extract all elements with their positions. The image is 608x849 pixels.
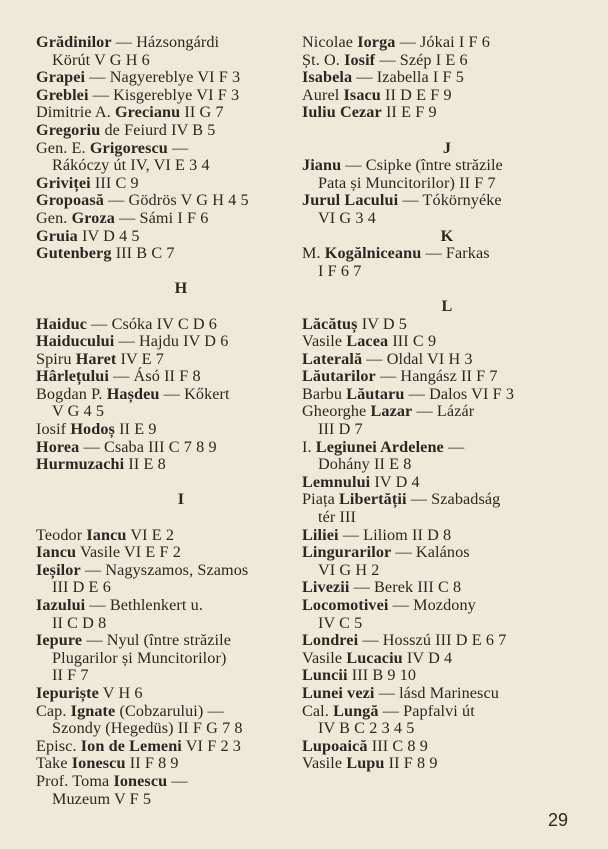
entry-text: Vasile: [302, 332, 347, 351]
spacer: [36, 509, 326, 527]
entry-text: — Liliom II D 8: [338, 525, 452, 544]
entry-text: IV D 4: [402, 648, 453, 667]
entry-continuation: [302, 456, 592, 474]
street-name: Lunei vezi: [302, 683, 375, 702]
street-entry: [36, 368, 326, 386]
entry-text: — Lázár: [412, 402, 475, 421]
entry-text: (Cobzarului) —: [115, 701, 224, 720]
street-entry: [302, 104, 592, 122]
street-entry: [36, 755, 326, 773]
street-entry: [302, 333, 592, 351]
street-entry: [302, 703, 592, 721]
entry-text: — Csóka IV C D 6: [86, 314, 217, 333]
entry-text: III C 9: [90, 173, 139, 192]
entry-continuation: [36, 791, 326, 809]
spacer: [302, 280, 592, 298]
street-entry: [36, 245, 326, 263]
street-entry: [36, 228, 326, 246]
street-entry: [302, 755, 592, 773]
entry-continuation: [36, 403, 326, 421]
street-entry: [302, 403, 592, 421]
entry-text: — Ásó II F 8: [108, 367, 201, 386]
entry-text: Vasile VI E F 2: [76, 543, 181, 562]
street-name: Jurul Lacului: [302, 191, 399, 210]
entry-text: III D 7: [318, 420, 363, 439]
entry-continuation: [302, 175, 592, 193]
street-entry: [302, 192, 592, 210]
page-number: 29: [548, 810, 569, 830]
spacer: [36, 298, 326, 316]
entry-text: II F 7: [52, 666, 89, 685]
entry-text: Șt. O.: [302, 50, 345, 69]
street-entry: [36, 87, 326, 105]
street-name: Iuliu Cezar: [302, 103, 382, 122]
left-column: [36, 34, 326, 808]
entry-text: II E F 9: [381, 103, 437, 122]
street-name: Liliei: [302, 525, 339, 544]
section-letter-heading: [302, 298, 592, 316]
street-name: Lăcătuș: [302, 314, 358, 333]
street-name: Lăutarilor: [302, 367, 376, 386]
street-entry: [36, 69, 326, 87]
entry-text: de Feiurd IV B 5: [100, 120, 216, 139]
entry-text: II F 8 9: [125, 754, 179, 773]
entry-continuation: [36, 650, 326, 668]
entry-text: — Nagyszamos, Szamos: [80, 560, 249, 579]
entry-text: tér III: [318, 508, 356, 527]
entry-text: H: [174, 279, 188, 298]
entry-continuation: [36, 667, 326, 685]
street-entry: [36, 351, 326, 369]
street-entry: [36, 527, 326, 545]
entry-continuation: [302, 562, 592, 580]
street-entry: [302, 597, 592, 615]
street-entry: [302, 667, 592, 685]
street-name: Lăutaru: [346, 384, 405, 403]
street-entry: [36, 192, 326, 210]
entry-text: — Hosszú III D E 6 7: [358, 631, 507, 650]
entry-text: III C 8 9: [367, 736, 428, 755]
street-entry: [302, 491, 592, 509]
street-name: Ionescu: [113, 771, 168, 790]
street-entry: [36, 597, 326, 615]
street-name: Gutenberg: [36, 244, 112, 263]
entry-text: — Nyul (între străzile: [82, 631, 232, 650]
street-entry: [36, 34, 326, 52]
entry-text: VI E 2: [126, 525, 175, 544]
street-name: Laterală: [302, 349, 363, 368]
entry-continuation: [302, 509, 592, 527]
entry-text: — Berek III C 8: [349, 578, 462, 597]
street-name: Hodoș: [70, 420, 115, 439]
street-name: Legiunei Ardelene: [315, 437, 444, 456]
street-name: Grecianu: [114, 103, 181, 122]
street-name: Hârlețului: [36, 367, 109, 386]
entry-continuation: [36, 615, 326, 633]
entry-text: — Szabadság: [406, 490, 501, 509]
entry-text: — Kalános: [391, 543, 470, 562]
entry-text: — Sámi I F 6: [114, 208, 209, 227]
entry-text: — Mozdony: [388, 596, 476, 614]
street-entry: [302, 351, 592, 369]
entry-text: II E 9: [114, 420, 157, 439]
entry-text: II G 7: [180, 103, 224, 122]
street-name: Gropoasă: [36, 191, 104, 210]
entry-text: I F 6 7: [318, 261, 362, 280]
entry-text: Körút V G H 6: [52, 50, 150, 69]
street-entry: [302, 316, 592, 334]
street-entry: [36, 632, 326, 650]
entry-text: IV D 4 5: [77, 226, 140, 245]
street-entry: [36, 175, 326, 193]
street-entry: [302, 368, 592, 386]
entry-text: Nicolae: [302, 33, 358, 51]
street-name: Isabela: [302, 68, 353, 87]
street-name: Haiduc: [36, 314, 87, 333]
entry-text: K: [440, 226, 454, 245]
street-name: Livezii: [302, 578, 350, 597]
entry-text: I.: [302, 437, 316, 456]
section-letter-heading: [36, 491, 326, 509]
entry-text: — Hajdu IV D 6: [114, 332, 229, 351]
entry-text: Szondy (Hegedüs) II F G 7 8: [52, 719, 243, 738]
entry-text: Piața: [302, 490, 340, 509]
entry-text: Vasile: [302, 754, 347, 773]
entry-text: III C 9: [388, 332, 437, 351]
entry-text: — Jókai I F 6: [395, 33, 490, 51]
street-entry: [36, 738, 326, 756]
street-entry: [302, 527, 592, 545]
entry-text: Spiru: [36, 349, 76, 368]
entry-text: Cap.: [36, 701, 71, 720]
entry-continuation: [36, 720, 326, 738]
entry-text: — Csipke (între străzile: [341, 156, 503, 175]
street-entry: [302, 685, 592, 703]
entry-text: — Kőkert: [159, 384, 230, 403]
entry-text: II C D 8: [52, 613, 107, 632]
street-entry: [36, 703, 326, 721]
street-entry: [302, 544, 592, 562]
street-entry: [302, 34, 592, 52]
entry-text: — Izabella I F 5: [352, 68, 464, 87]
street-name: Lazar: [370, 402, 413, 421]
street-entry: [36, 210, 326, 228]
right-column: [302, 34, 592, 773]
street-name: Ionescu: [71, 754, 126, 773]
entry-text: — Gödrös V G H 4 5: [103, 191, 249, 210]
entry-text: II D E F 9: [380, 85, 452, 104]
street-name: Lucaciu: [346, 648, 403, 667]
street-name: Gruia: [36, 226, 78, 245]
entry-text: — Házsongárdi: [111, 33, 220, 51]
entry-text: III B 9 10: [347, 666, 417, 685]
spacer: [302, 122, 592, 140]
street-entry: [302, 245, 592, 263]
street-entry: [36, 316, 326, 334]
entry-continuation: [36, 52, 326, 70]
street-name: Ion de Lemeni: [80, 736, 182, 755]
entry-continuation: [302, 210, 592, 228]
street-name: Ignate: [70, 701, 116, 720]
entry-text: — Dalos VI F 3: [404, 384, 515, 403]
entry-text: Prof. Toma: [36, 771, 114, 790]
entry-continuation: [36, 157, 326, 175]
entry-text: — Oldal VI H 3: [362, 349, 473, 368]
entry-text: — Papfalvi út: [378, 701, 475, 720]
entry-text: —: [167, 771, 188, 790]
street-name: Hașdeu: [106, 384, 160, 403]
entry-text: Rákóczy út IV, VI E 3 4: [52, 156, 210, 175]
entry-text: Take: [36, 754, 72, 773]
entry-text: Barbu: [302, 384, 347, 403]
entry-text: — Tókörnyéke: [398, 191, 502, 210]
street-name: Grapei: [36, 68, 86, 87]
street-entry: [302, 579, 592, 597]
street-entry: [36, 685, 326, 703]
spacer: [36, 474, 326, 492]
street-name: Iepure: [36, 631, 83, 650]
entry-text: Pata și Muncitorilor) II F 7: [318, 173, 496, 192]
street-entry: [36, 104, 326, 122]
entry-text: V H 6: [98, 683, 143, 702]
entry-text: IV D 4: [370, 472, 420, 491]
street-name: Iazului: [36, 596, 86, 614]
entry-text: Plugarilor și Muncitorilor): [52, 648, 227, 667]
street-name: Hurmuzachi: [36, 455, 125, 474]
street-entry: [302, 386, 592, 404]
entry-text: L: [441, 296, 453, 315]
street-name: Isacu: [343, 85, 381, 104]
entry-text: — Bethlenkert u.: [85, 596, 203, 614]
street-entry: [302, 52, 592, 70]
entry-continuation: [302, 720, 592, 738]
entry-text: M.: [302, 244, 325, 263]
entry-text: Dimitrie A.: [36, 103, 115, 122]
entry-text: I: [177, 490, 185, 509]
entry-text: V G 4 5: [52, 402, 105, 421]
entry-text: VI F 2 3: [181, 736, 241, 755]
street-name: Libertății: [339, 490, 407, 509]
entry-text: IV E 7: [116, 349, 165, 368]
section-letter-heading: [302, 228, 592, 246]
street-name: Gregoriu: [36, 120, 101, 139]
street-name: Greblei: [36, 85, 89, 104]
entry-text: Gheorghe: [302, 402, 371, 421]
entry-text: III D E 6: [52, 578, 111, 597]
section-letter-heading: [302, 140, 592, 158]
street-name: Haret: [75, 349, 117, 368]
street-entry: [36, 333, 326, 351]
street-entry: [36, 140, 326, 158]
street-entry: [36, 421, 326, 439]
entry-text: Bogdan P.: [36, 384, 107, 403]
entry-text: Cal.: [302, 701, 334, 720]
street-name: Locomotivei: [302, 596, 389, 614]
street-name: Griviței: [36, 173, 91, 192]
entry-continuation: [302, 421, 592, 439]
street-entry: [302, 474, 592, 492]
entry-text: VI G 3 4: [318, 208, 376, 227]
street-name: Grigorescu: [89, 138, 168, 157]
entry-continuation: [36, 579, 326, 597]
entry-text: Vasile: [302, 648, 347, 667]
entry-text: — Hangász II F 7: [375, 367, 498, 386]
street-entry: [36, 386, 326, 404]
entry-text: VI G H 2: [318, 560, 380, 579]
section-letter-heading: [36, 280, 326, 298]
entry-text: — Farkas: [421, 244, 490, 263]
street-name: Jianu: [302, 156, 342, 175]
street-name: Iancu: [36, 543, 77, 562]
entry-text: Muzeum V F 5: [52, 789, 152, 808]
street-entry: [302, 439, 592, 457]
entry-text: —: [443, 437, 465, 456]
street-entry: [36, 439, 326, 457]
street-name: Lacea: [346, 332, 389, 351]
entry-continuation: [302, 615, 592, 633]
street-name: Ieșilor: [36, 560, 81, 579]
street-entry: [302, 87, 592, 105]
entry-text: Dohány II E 8: [318, 455, 412, 474]
street-name: Groza: [71, 208, 115, 227]
entry-text: — Szép I E 6: [375, 50, 468, 69]
street-name: Lungă: [333, 701, 379, 720]
entry-text: III B C 7: [111, 244, 175, 263]
street-name: Lupu: [346, 754, 385, 773]
street-name: Grădinilor: [36, 33, 112, 51]
street-name: Haiducului: [36, 332, 115, 351]
street-entry: [302, 157, 592, 175]
street-name: Lingurarilor: [302, 543, 392, 562]
entry-text: IV D 5: [357, 314, 407, 333]
street-entry: [302, 632, 592, 650]
entry-text: II E 8: [124, 455, 166, 474]
street-name: Lemnului: [302, 472, 371, 491]
entry-continuation: [302, 263, 592, 281]
entry-text: —: [167, 138, 189, 157]
entry-text: Iosif: [36, 420, 71, 439]
street-name: Iepuriște: [36, 683, 99, 702]
street-name: Horea: [36, 437, 80, 456]
entry-text: — lásd Marinescu: [374, 683, 499, 702]
entry-text: II F 8 9: [384, 754, 438, 773]
entry-text: Gen. E.: [36, 138, 90, 157]
street-entry: [302, 738, 592, 756]
spacer: [36, 263, 326, 281]
street-name: Iancu: [86, 525, 127, 544]
entry-text: IV C 5: [318, 613, 363, 632]
street-entry: [36, 122, 326, 140]
street-entry: [36, 544, 326, 562]
entry-text: Gen.: [36, 208, 72, 227]
entry-text: Teodor: [36, 525, 87, 544]
street-entry: [302, 650, 592, 668]
entry-text: IV B C 2 3 4 5: [318, 719, 415, 738]
street-name: Londrei: [302, 631, 359, 650]
entry-text: — Kisgereblye VI F 3: [88, 85, 240, 104]
street-name: Lupoaică: [302, 736, 368, 755]
entry-text: J: [442, 138, 452, 157]
street-entry: [302, 69, 592, 87]
entry-text: — Csaba III C 7 8 9: [79, 437, 217, 456]
street-name: Luncii: [302, 666, 348, 685]
street-name: Iosif: [344, 50, 376, 69]
entry-text: Aurel: [302, 85, 344, 104]
street-entry: [36, 456, 326, 474]
street-entry: [36, 773, 326, 791]
street-name: Iorga: [357, 33, 396, 51]
street-name: Kogălniceanu: [324, 244, 422, 263]
entry-text: — Nagyereblye VI F 3: [85, 68, 241, 87]
street-entry: [36, 562, 326, 580]
entry-text: Episc.: [36, 736, 81, 755]
